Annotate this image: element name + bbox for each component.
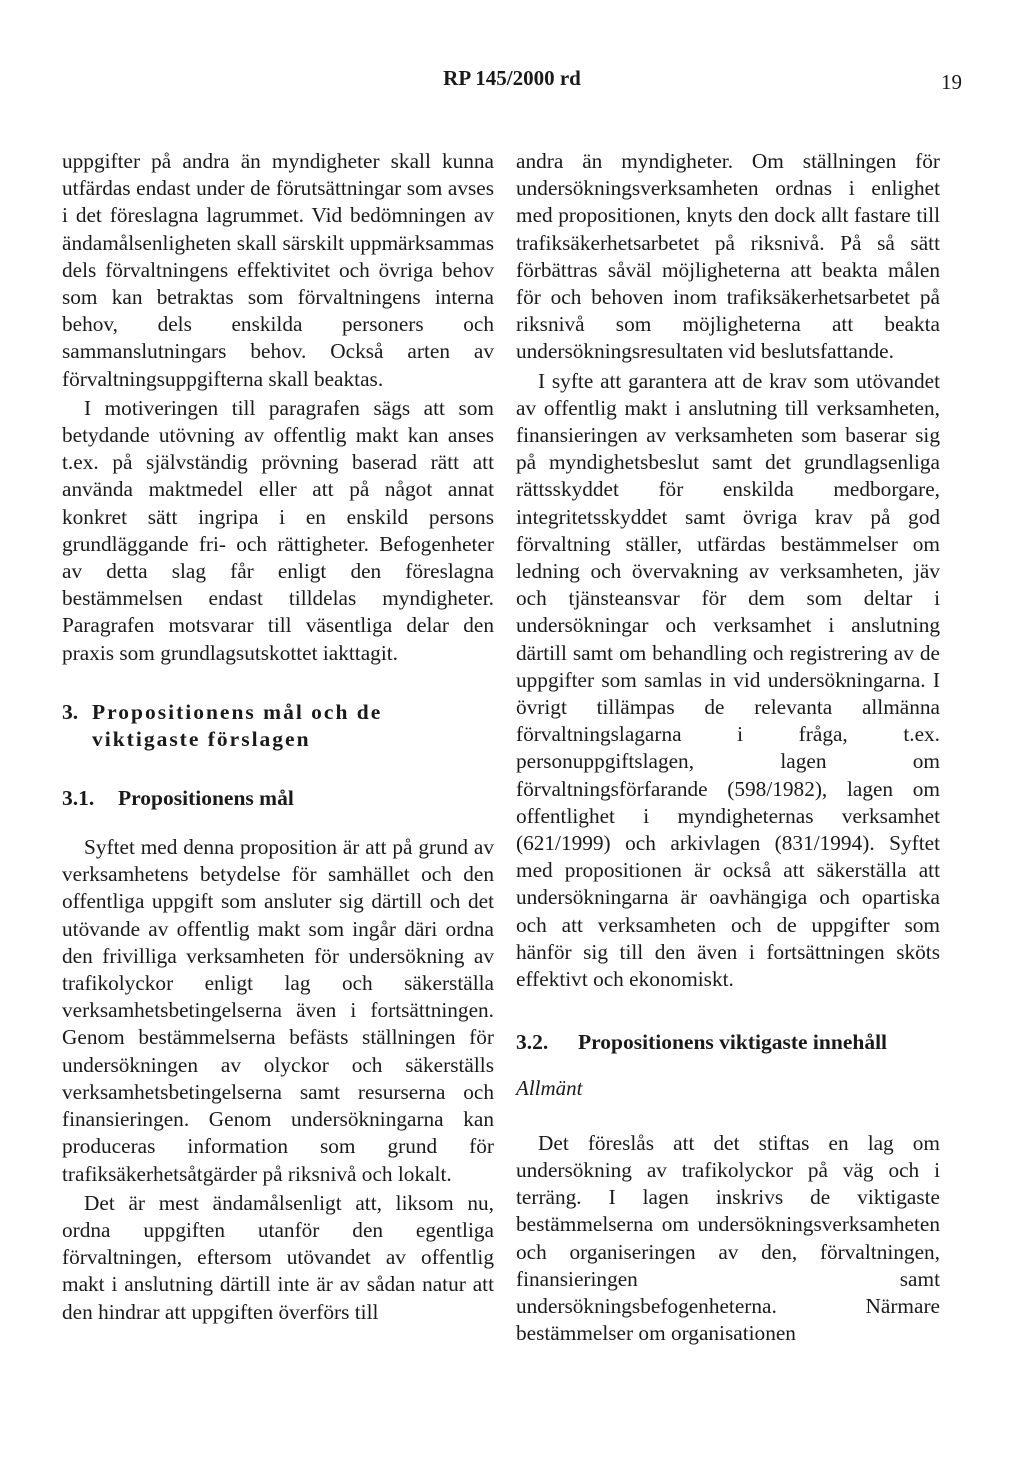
section-heading-3-2 — [516, 1029, 940, 1056]
paragraph: uppgifter på andra än myndigheter skall kunna utfärdas endast under de förutsättningar som avses i det föreslagna lagrummet. Vid bedömningen av ändamålsenligheten skall särskilt uppmärksammas dels förvaltningens effektivitet och övriga behov som kan betraktas som förvaltningens interna behov, dels enskilda personers och sammanslutningars behov. Också arten av förvaltningsuppgifterna skall beaktas. — [62, 149, 494, 391]
paragraph: andra än myndigheter. Om ställningen för undersökningsverksamheten ordnas i enlighet med propositionen, knyts den dock allt fastare till trafiksäkerhetsarbetet på riksnivå. På så sätt förbättras såväl möjligheterna att beakta målen för och behoven inom trafiksäkerhetsarbetet på riksnivå som möjligheterna att beakta undersökningsresultaten vid beslutsfattande. — [516, 149, 940, 364]
paragraph: Syftet med denna proposition är att på grund av verksamhetens betydelse för samhället och den offentliga uppgift som ansluter sig därtill och det utövande av offentlig makt som ingår däri ordna den frivilliga verksamheten för undersökning av trafikolyckor enligt lag och säkerställa verksamhetsbetingelserna även i fortsättningen. Genom bestämmelserna befästs ställningen för undersökningen av olyckor och säkerställs verksamhetsbetingelserna samt resurserna och finansieringen. Genom undersökningarna kan produceras information som grund för trafiksäkerhetsåtgärder på riksnivå och lokalt. — [62, 835, 494, 1186]
section-heading-3 — [62, 699, 494, 753]
section-title: Propositionens viktigaste innehåll — [578, 1030, 888, 1055]
section-heading-3-1 — [62, 785, 494, 812]
paragraph: I motiveringen till paragrafen sägs att som betydande utövning av offentlig makt kan anses t.ex. på självständig prövning baserad rätt att använda maktmedel eller att på något annat konkret sätt ingripa i en enskild persons grundläggande fri- och rättigheter. Befogenheter av detta slag får enligt den föreslagna bestämmelsen endast tilldelas myndigheter. Paragrafen motsvarar till väsentliga delar den praxis som grundlagsutskottet iakttagit. — [62, 395, 494, 665]
left-column — [62, 148, 494, 1326]
section-number: 3.1. — [62, 785, 95, 810]
section-number: 3.2. — [516, 1030, 549, 1055]
running-title: RP 145/2000 rd — [443, 66, 581, 90]
paragraph: I syfte att garantera att de krav som utövandet av offentlig makt i anslutning till verksamheten, finansieringen av verksamheten som baserar sig på myndighetsbeslut samt det grundlagsenliga rättsskyddet för enskilda medborgare, integritetsskyddet samt övriga krav på god förvaltning ställer, utfärdas bestämmelser om ledning och övervakning av verksamheten, jäv och tjänsteansvar för dem som deltar i undersökningar och verksamhet i anslutning därtill samt om behandling och registrering av de uppgifter som samlas in vid undersökningarna. I övrigt tillämpas de relevanta allmänna förvaltningslagarna i fråga, t.ex. personuppgiftslagen, lagen om förvaltningsförfarande (598/1982), lagen om offentlighet i myndigheternas verksamhet (621/1999) och arkivlagen (831/1994). Syftet med propositionen är också att säkerställa att undersökningarna är oavhängiga och opartiska och att verksamheten och de uppgifter som hänför sig till den även i fortsättningen sköts effektivt och ekonomiskt. — [516, 368, 940, 992]
paragraph: Det är mest ändamålsenligt att, liksom nu, ordna uppgiften utanför den egentliga förvaltningen, eftersom utövandet av offentlig makt i anslutning därtill inte är av sådan natur att den hindrar att uppgiften överförs till — [62, 1190, 494, 1324]
section-title: Propositionens mål och de viktigaste förslagen — [92, 699, 383, 751]
section-number: 3. — [62, 699, 79, 724]
subheading: Allmänt — [516, 1075, 583, 1100]
page-header — [0, 66, 1024, 96]
paragraph: Det föreslås att det stiftas en lag om undersökning av trafikolyckor på väg och i terräng. I lagen inskrivs de viktigaste bestämmelserna om undersökningsverksamheten och organiseringen av den, förvaltningen, finansieringen samt undersökningsbefogenheterna. Närmare bestämmelser om organisationen — [516, 1130, 940, 1346]
page-number: 19 — [941, 70, 962, 94]
right-column — [516, 148, 940, 1347]
section-title: Propositionens mål — [118, 785, 294, 810]
